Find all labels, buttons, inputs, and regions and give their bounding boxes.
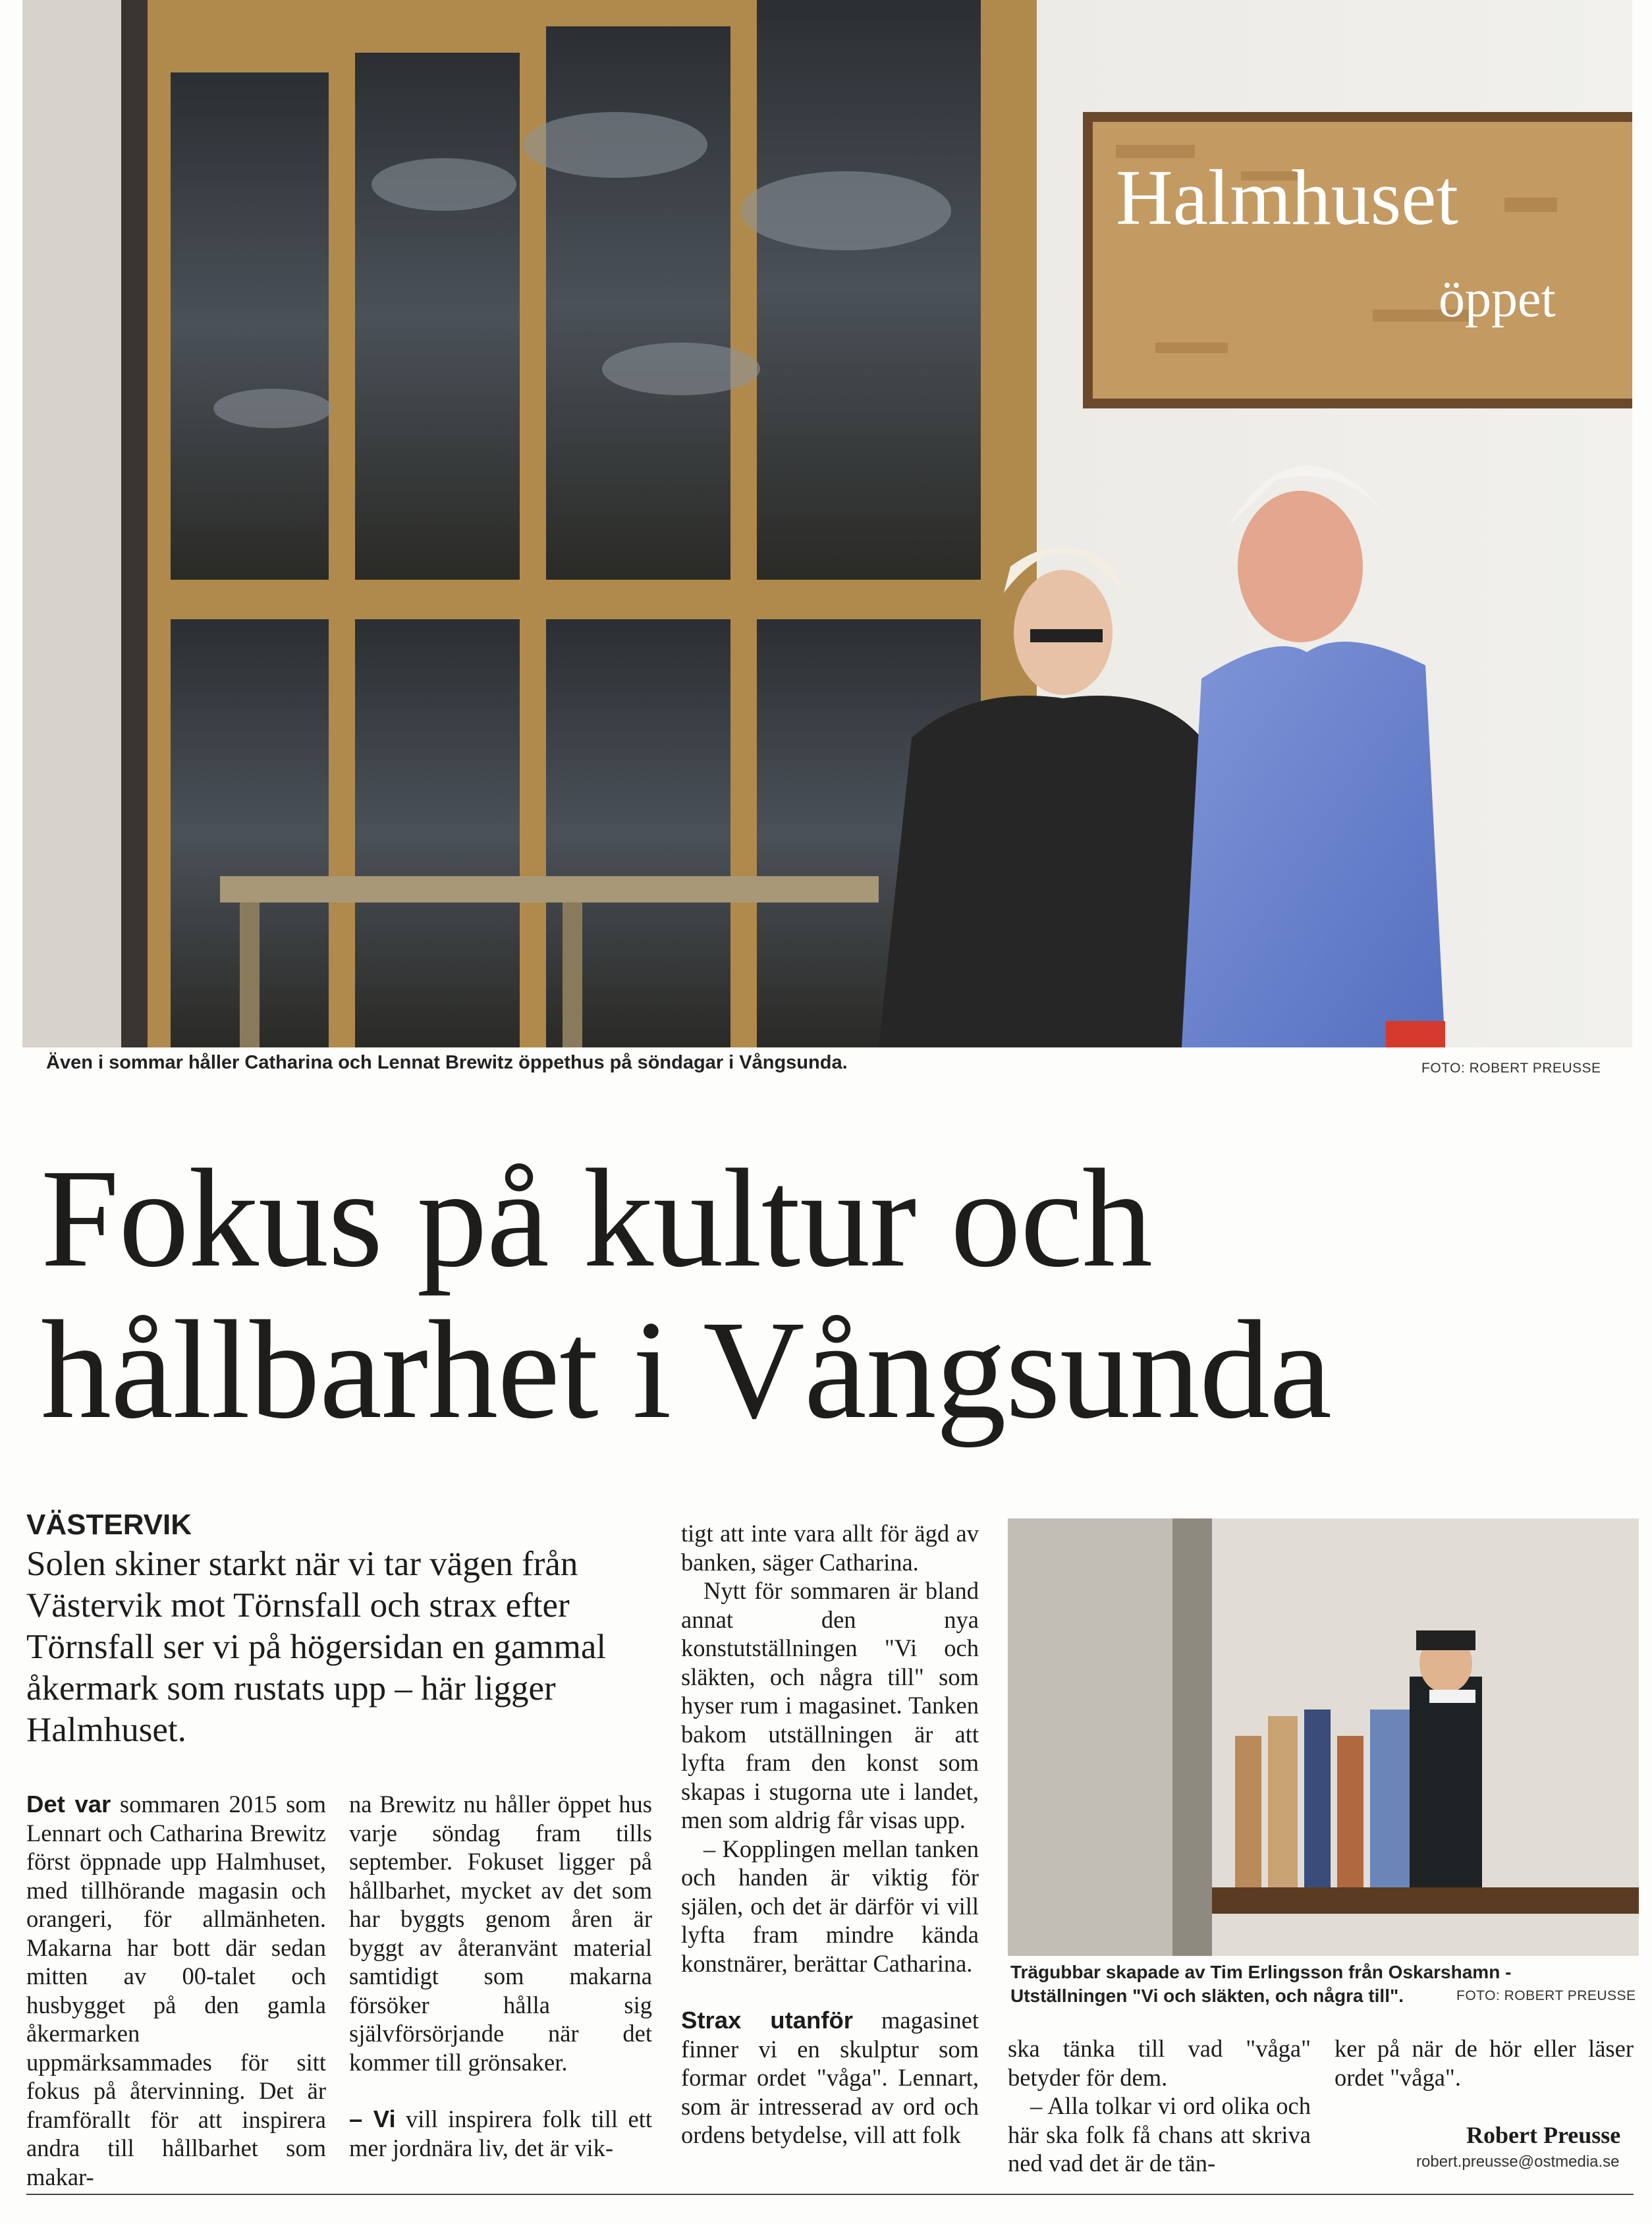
column-2-lead: – Vi	[349, 2105, 396, 2132]
body-column-5	[1335, 2034, 1634, 2092]
column-4-text-1: ska tänka till vad "våga" betyder för dem.	[1008, 2035, 1311, 2091]
main-photo-caption: Även i sommar håller Catharina och Lennat Brewitz öppethus på söndagar i Vångsunda.	[46, 1052, 848, 1073]
body-column-4	[1008, 2034, 1311, 2178]
sculpture-photo-illustration	[1008, 1518, 1639, 1956]
column-2-quote: vill inspirera folk till ett mer jordnära liv, det är vik-	[349, 2105, 652, 2161]
byline-email: robert.preusse@ostmedia.se	[1416, 2153, 1620, 2171]
column-1-text: sommaren 2015 som Lennart och Catharina Brewitz först öppnade upp Halmhuset, med tillhörande magasin och orangeri, för allmänheten. Makarna har bott där sedan mitten av 00-talet och husbygget på den gamla åkermarken uppmärksammades för sitt fokus på återvinning. Det är framförallt för att inspirera andra till hållbarhet som makar-	[26, 1791, 326, 2190]
main-photo-credit: FOTO: ROBERT PREUSSE	[1421, 1061, 1601, 1076]
main-photo	[22, 0, 1632, 1047]
column-3-text-4: magasinet finner vi en skulptur som formar ordet "våga". Lennart, som är intresserad av ord och ordens betydelse, vill att folk	[681, 2007, 979, 2148]
body-column-2	[349, 1790, 652, 2162]
column-3-text-3: – Kopplingen mellan tanken och handen är viktig för själen, och det är därför vi vill lyfta fram mindre kända konstnärer, berättar Catharina.	[681, 1835, 979, 1977]
bottom-rule	[26, 2194, 1634, 2195]
main-photo-illustration	[22, 0, 1632, 1047]
column-4-text-2: – Alla tolkar vi ord olika och här ska folk få chans att skriva ned vad det är de tän-	[1008, 2092, 1311, 2177]
column-3-text-2: Nytt för sommaren är bland annat den nya konstutställningen "Vi och släkten, och några till" som hyser rum i magasinet. Tanken bakom utställningen är att lyfta fram den konst som skapas i stugorna ute i landet, men som aldrig får visas upp.	[681, 1577, 979, 1833]
sign-text: Halmhuset	[1116, 153, 1458, 241]
sign-subtext: öppet	[1439, 270, 1556, 328]
headline-line-1: Fokus på kultur och	[41, 1140, 1152, 1296]
column-1-lead: Det var	[26, 1791, 111, 1818]
byline-name: Robert Preusse	[1466, 2122, 1621, 2148]
headline	[41, 1140, 1622, 1448]
kicker: VÄSTERVIK	[26, 1509, 192, 1541]
column-2-text: na Brewitz nu håller öppet hus varje söndag fram tills september. Fokuset ligger på hållbarhet, mycket av det som har byggts genom åren är byggt av återanvänt material samtidigt som makarna försöker hålla sig självförsörjande när det kommer till grönsaker.	[349, 1791, 652, 2076]
headline-line-2: hållbarhet i Vångsunda	[41, 1292, 1331, 1448]
sculpture-photo-credit: FOTO: ROBERT PREUSSE	[1456, 1988, 1636, 2003]
body-column-3	[681, 1519, 979, 2150]
sculpture-photo-caption: Trägubbar skapade av Tim Erlingsson från Oskarshamn - Utställningen "Vi och släkten, och några till".	[1010, 1962, 1512, 2006]
body-column-1	[26, 1790, 326, 2191]
sculpture-photo	[1008, 1518, 1639, 1956]
ingress: Solen skiner starkt när vi tar vägen från Västervik mot Törnsfall och strax efter Törnsfall ser vi på högersidan en gammal åkermark som rustats upp – här ligger Halmhuset.	[26, 1545, 607, 1749]
column-5-text-1: ker på när de hör eller läser ordet "våga".	[1335, 2035, 1634, 2091]
column-3-lead: Strax utanför	[681, 2007, 854, 2034]
column-3-text-1: tigt att inte vara allt för ägd av banken, säger Catharina.	[681, 1520, 979, 1576]
